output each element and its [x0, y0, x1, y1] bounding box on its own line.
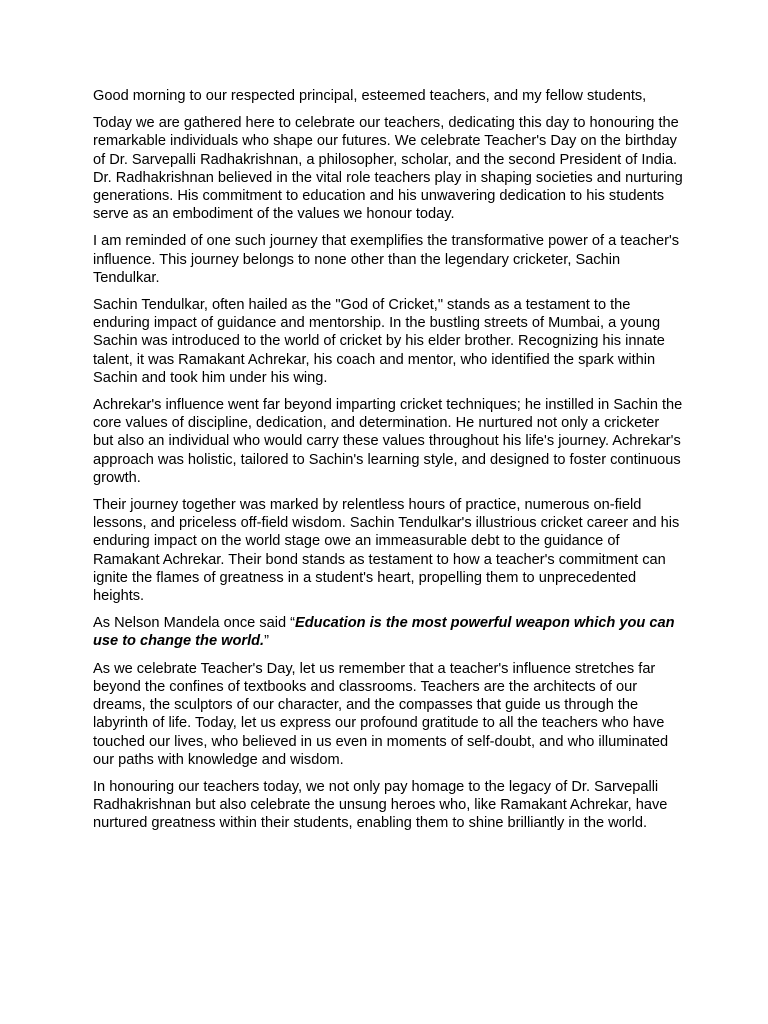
quote-intro: As Nelson Mandela once said “	[93, 615, 295, 632]
journey-paragraph: I am reminded of one such journey that exemplifies the transformative power of a teacher's influence. This journey belongs to none other than the legendary cricketer, Sachin Tendulkar.	[93, 233, 680, 286]
bond-paragraph: Their journey together was marked by relentless hours of practice, numerous on-field lessons, and priceless off-field wisdom. Sachin Tendulkar's illustrious cricket career and his enduring impact on the world stage owe an immeasurable debt to the guidance of Ramakant Achrekar. Their bond stands as testament to how a teacher's commitment can ignite the flames of greatness in a student's heart, propelling them to unprecedented heights.	[93, 497, 680, 605]
speech-document	[93, 87, 683, 842]
gratitude-paragraph: As we celebrate Teacher's Day, let us remember that a teacher's influence stretches far beyond the confines of textbooks and classrooms. Teachers are the architects of our dreams, the sculptors of our character, and the compasses that guide us through the labyrinth of life. Today, let us express our profound gratitude to all the teachers who have touched our lives, who believed in us even in moments of self-doubt, and who illuminated our paths with knowledge and wisdom.	[93, 660, 669, 768]
quote-text: Education is the most powerful weapon which you can use to change the world.	[93, 615, 675, 650]
intro-paragraph: Today we are gathered here to celebrate our teachers, dedicating this day to honouring the remarkable individuals who shape our futures. We celebrate Teacher's Day on the birthday of Dr. Sarvepalli Radhakrishnan, a philosopher, scholar, and the second President of India. Dr. Radhakrishnan believed in the vital role teachers play in shaping societies and nurturing generations. His commitment to education and his unwavering dedication to his students serve as an embodiment of the values we honour today.	[93, 115, 683, 223]
greeting-paragraph: Good morning to our respected principal, esteemed teachers, and my fellow students,	[93, 88, 647, 104]
closing-paragraph: In honouring our teachers today, we not only pay homage to the legacy of Dr. Sarvepalli Radhakrishnan but also celebrate the unsung heroes who, like Ramakant Achrekar, have nurtured greatness within their students, enabling them to shine brilliantly in the world.	[93, 778, 668, 832]
sachin-paragraph: Sachin Tendulkar, often hailed as the "God of Cricket," stands as a testament to the enduring impact of guidance and mentorship. In the bustling streets of Mumbai, a young Sachin was introduced to the world of cricket by his elder brother. Recognizing his innate talent, it was Ramakant Achrekar, his coach and mentor, who identified the spark within Sachin and took him under his wing.	[93, 297, 665, 386]
mandela-quote-paragraph	[93, 614, 683, 650]
achrekar-paragraph: Achrekar's influence went far beyond imparting cricket techniques; he instilled in Sachin the core values of discipline, dedication, and determination. He nurtured not only a cricketer but also an individual who would carry these values throughout his life's journey. Achrekar's approach was holistic, tailored to Sachin's learning style, and designed to foster continuous growth.	[93, 397, 683, 486]
quote-close: ”	[264, 633, 269, 650]
